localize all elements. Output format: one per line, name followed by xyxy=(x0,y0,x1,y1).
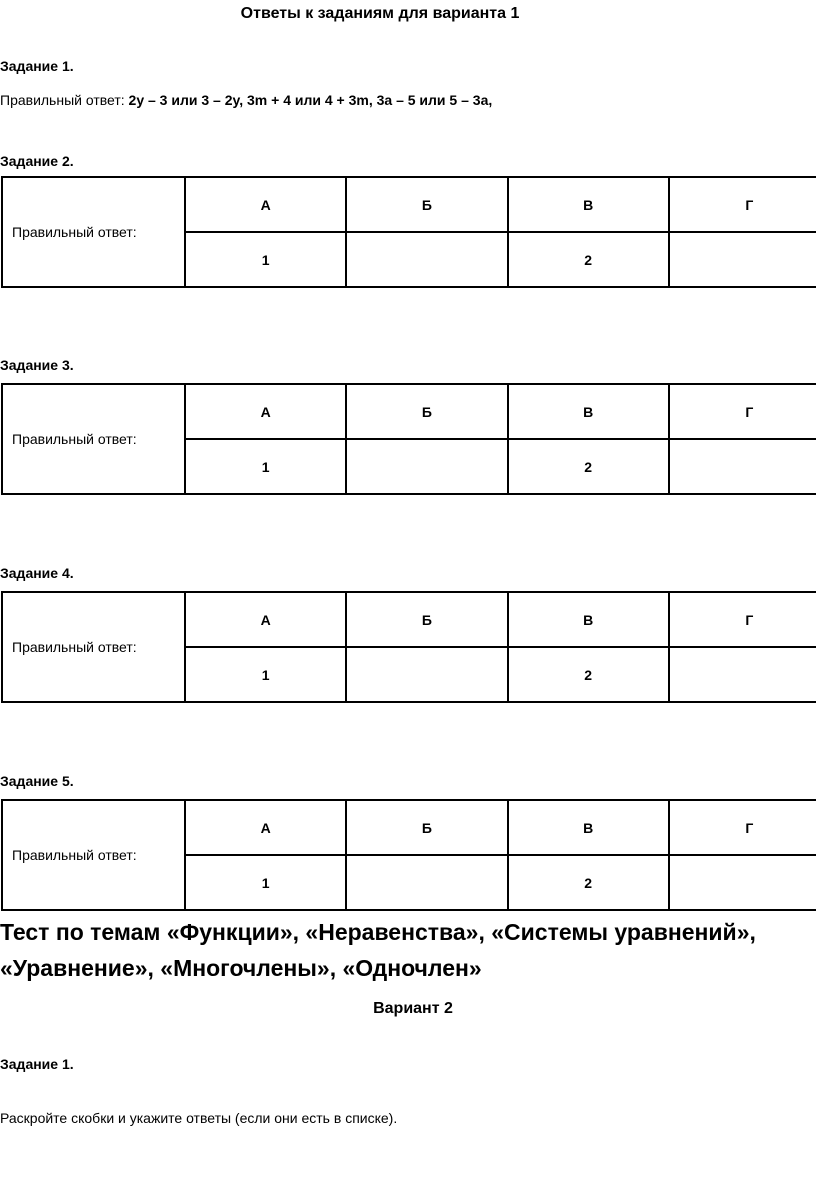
task3-label: Задание 3. xyxy=(0,357,74,373)
header-cell: Б xyxy=(346,177,507,232)
variant-heading: Вариант 2 xyxy=(373,1000,453,1017)
header-cell: В xyxy=(508,800,669,855)
row-label: Правильный ответ: xyxy=(2,384,185,494)
value-cell xyxy=(346,855,507,910)
task5-answer-table xyxy=(1,799,816,911)
value-cell: 1 xyxy=(185,855,346,910)
header-cell: Г xyxy=(669,384,816,439)
task3-answer-table xyxy=(1,383,816,495)
test-title-line1: Тест по темам «Функции», «Неравенства», «Системы уравнений», xyxy=(0,919,756,945)
header-cell: В xyxy=(508,592,669,647)
variant2-task1-label: Задание 1. xyxy=(0,1056,74,1072)
value-cell: 2 xyxy=(508,855,669,910)
header-cell: Б xyxy=(346,592,507,647)
test-title-line2: «Уравнение», «Многочлены», «Одночлен» xyxy=(0,955,482,981)
answer-prefix: Правильный ответ: xyxy=(0,92,129,108)
header-cell: А xyxy=(185,592,346,647)
row-label: Правильный ответ: xyxy=(2,592,185,702)
header-cell: Г xyxy=(669,800,816,855)
task2-answer-table xyxy=(1,176,816,288)
header-cell: Б xyxy=(346,384,507,439)
page-title: Ответы к заданиям для варианта 1 xyxy=(240,5,520,22)
task5-label: Задание 5. xyxy=(0,773,74,789)
value-cell xyxy=(346,439,507,494)
task1-label: Задание 1. xyxy=(0,58,74,74)
header-cell: Б xyxy=(346,800,507,855)
header-cell: А xyxy=(185,177,346,232)
value-cell xyxy=(669,855,816,910)
value-cell: 2 xyxy=(508,439,669,494)
header-cell: В xyxy=(508,384,669,439)
header-cell: Г xyxy=(669,177,816,232)
value-cell: 1 xyxy=(185,232,346,287)
task2-label: Задание 2. xyxy=(0,153,74,169)
value-cell: 1 xyxy=(185,647,346,702)
header-cell: Г xyxy=(669,592,816,647)
value-cell xyxy=(346,232,507,287)
value-cell xyxy=(346,647,507,702)
value-cell xyxy=(669,232,816,287)
value-cell: 1 xyxy=(185,439,346,494)
value-cell xyxy=(669,647,816,702)
task4-label: Задание 4. xyxy=(0,565,74,581)
answer-value: 2у – 3 или 3 – 2у, 3m + 4 или 4 + 3m, 3а – 5 или 5 – 3а, xyxy=(128,92,493,108)
row-label: Правильный ответ: xyxy=(2,800,185,910)
variant2-task1-text: Раскройте скобки и укажите ответы (если они есть в списке). xyxy=(0,1110,398,1126)
value-cell: 2 xyxy=(508,647,669,702)
header-cell: В xyxy=(508,177,669,232)
row-label: Правильный ответ: xyxy=(2,177,185,287)
value-cell xyxy=(669,439,816,494)
task4-answer-table xyxy=(1,591,816,703)
task1-answer xyxy=(0,92,492,108)
header-cell: А xyxy=(185,384,346,439)
value-cell: 2 xyxy=(508,232,669,287)
header-cell: А xyxy=(185,800,346,855)
